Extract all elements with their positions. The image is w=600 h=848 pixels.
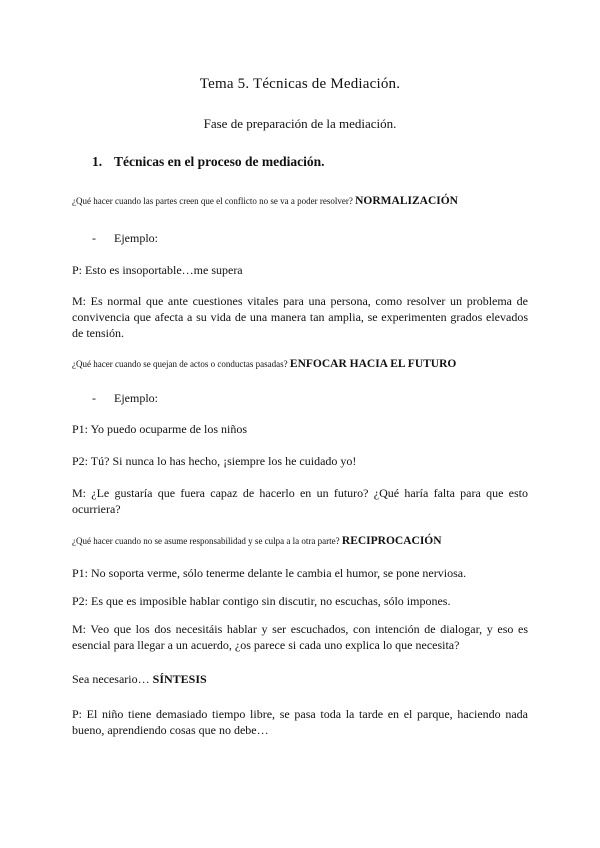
question-text: ¿Qué hacer cuando las partes creen que el conflicto no se va a poder resolver? xyxy=(72,196,353,206)
dialogue-line: M: ¿Le gustaría que fuera capaz de hacerlo en un futuro? ¿Qué haría falta para que esto ocurriera? xyxy=(72,486,528,516)
page-subtitle: Fase de preparación de la mediación. xyxy=(203,116,397,131)
example-heading xyxy=(92,390,548,406)
example-label: Ejemplo: xyxy=(114,391,158,405)
dialogue-line: P: Esto es insoportable…me supera xyxy=(72,263,243,277)
technique-label: SÍNTESIS xyxy=(152,672,207,686)
question-text: ¿Qué hacer cuando no se asume responsabilidad y se culpa a la otra parte? xyxy=(72,536,340,546)
question-sintesis xyxy=(72,671,528,687)
dialogue-line: P2: Tú? Si nunca lo has hecho, ¡siempre los he cuidado yo! xyxy=(72,454,357,468)
page-title: Tema 5. Técnicas de Mediación. xyxy=(199,76,401,92)
example-label: Ejemplo: xyxy=(114,231,158,245)
section-title: Técnicas en el proceso de mediación. xyxy=(114,154,325,169)
question-text: Sea necesario… xyxy=(72,672,150,686)
question-text: ¿Qué hacer cuando se quejan de actos o conductas pasadas? xyxy=(72,359,288,369)
technique-label: RECIPROCACIÓN xyxy=(341,535,442,547)
technique-label: NORMALIZACIÓN xyxy=(355,195,458,207)
bullet-dash: - xyxy=(92,231,96,245)
dialogue-line: P: El niño tiene demasiado tiempo libre, se pasa toda la tarde en el parque, haciendo nada bueno, aprendiendo cosas que no debe… xyxy=(72,707,528,737)
section-heading xyxy=(92,154,548,170)
bullet-dash: - xyxy=(92,391,96,405)
section-number: 1. xyxy=(92,154,103,169)
example-heading xyxy=(92,230,548,246)
technique-label: ENFOCAR HACIA EL FUTURO xyxy=(289,358,457,370)
dialogue-line: P1: Yo puedo ocuparme de los niños xyxy=(72,422,247,436)
dialogue-line: P1: No soporta verme, sólo tenerme delante le cambia el humor, se pone nerviosa. xyxy=(72,566,467,580)
dialogue-line: M: Veo que los dos necesitáis hablar y ser escuchados, con intención de dialogar, y eso es esencial para llegar a un acuerdo, ¿os parece si cada uno explica lo que necesita? xyxy=(72,622,528,652)
question-reciprocacion xyxy=(72,534,528,548)
dialogue-line: P2: Es que es imposible hablar contigo sin discutir, no escuchas, sólo impones. xyxy=(72,594,451,608)
question-enfocar-futuro xyxy=(72,357,528,371)
dialogue-line: M: Es normal que ante cuestiones vitales para una persona, como resolver un problema de convivencia que afecta a su vida de una manera tan amplia, se experimenten grados elevados de tensión. xyxy=(72,294,528,340)
question-normalizacion xyxy=(72,194,528,208)
